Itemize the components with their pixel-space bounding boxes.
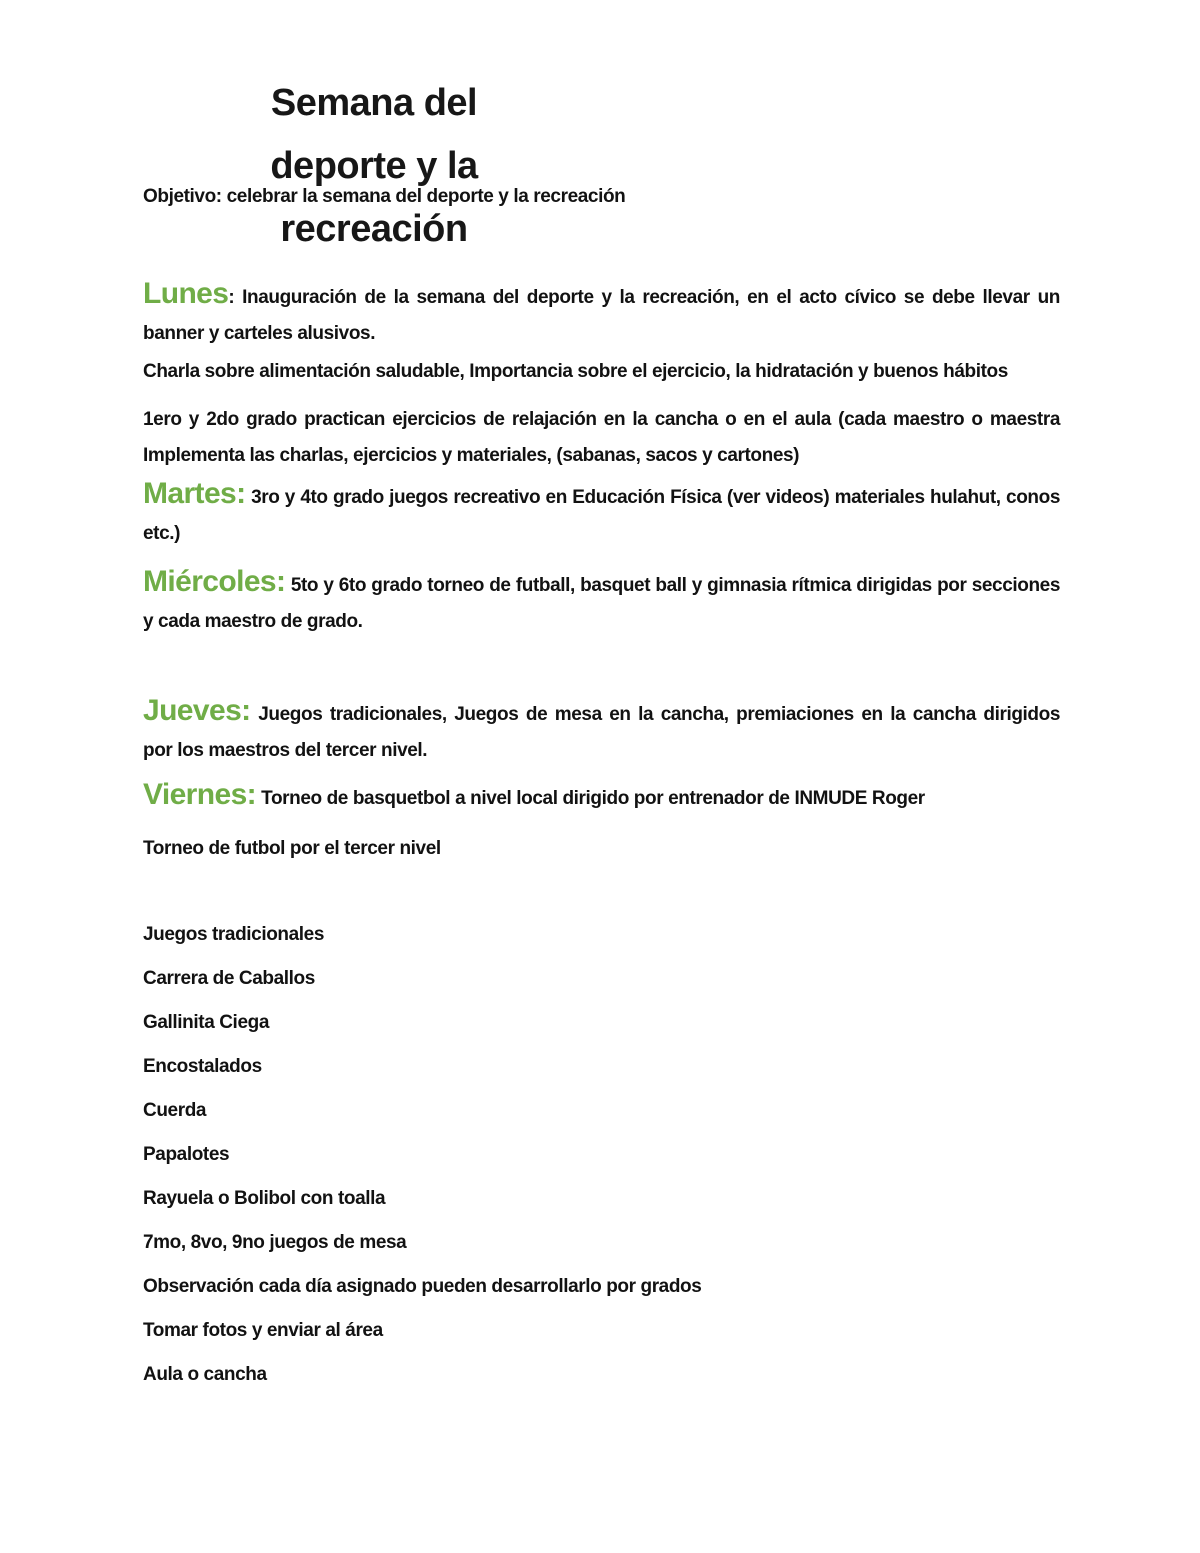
day-text-viernes: Torneo de basquetbol a nivel local dirigido por entrenador de INMUDE Roger [256,788,925,809]
day-colon-viernes: : [246,778,257,811]
day-text-miercoles: 5to y 6to grado torneo de futball, basquet ball y gimnasia rítmica dirigidas por secciones y cada maestro de grado. [143,575,1060,632]
paragraph-juegos-tradicionales: Juegos tradicionales [143,924,325,945]
paragraph-primero-segundo: 1ero y 2do grado practican ejercicios de relajación en la cancha o en el aula (cada maestro o maestra Implementa las charlas, ejercicios y materiales, (sabanas, sacos y cartones) [143,409,1060,466]
paragraph-miercoles [143,564,1060,640]
paragraph-observacion: Observación cada día asignado pueden desarrollarlo por grados [143,1276,702,1297]
day-label-viernes: Viernes [143,778,247,811]
day-text-jueves: Juegos tradicionales, Juegos de mesa en la cancha, premiaciones en la cancha dirigidos por los maestros del tercer nivel. [143,704,1060,761]
paragraph-aula-cancha: Aula o cancha [143,1364,267,1385]
paragraph-viernes [143,777,1060,817]
paragraph-charla: Charla sobre alimentación saludable, Importancia sobre el ejercicio, la hidratación y buenos hábitos [143,361,1008,382]
title-line-1: Semana del [270,82,478,124]
document-body [143,0,1060,1393]
day-text-martes: 3ro y 4to grado juegos recreativo en Educación Física (ver videos) materiales hulahut, conos etc.) [143,487,1060,544]
paragraph-objetivo: Objetivo: celebrar la semana del deporte y la recreación [143,186,626,207]
paragraph-juegos-mesa: 7mo, 8vo, 9no juegos de mesa [143,1232,407,1253]
paragraph-carrera-caballos: Carrera de Caballos [143,968,315,989]
paragraph-cuerda: Cuerda [143,1100,207,1121]
paragraph-jueves [143,693,1060,769]
paragraph-encostalados: Encostalados [143,1056,262,1077]
day-label-martes: Martes [143,477,237,510]
day-label-jueves: Jueves [143,694,242,727]
day-colon-jueves: : [241,694,251,727]
paragraph-tomar-fotos: Tomar fotos y enviar al área [143,1320,383,1341]
day-colon-lunes: : [228,287,235,308]
paragraph-lunes [143,276,1060,352]
paragraph-rayuela: Rayuela o Bolibol con toalla [143,1188,386,1209]
paragraph-martes [143,476,1060,552]
day-colon-martes: : [236,477,246,510]
day-label-lunes: Lunes [143,277,229,310]
day-label-miercoles: Miércoles [143,565,276,598]
paragraph-torneo-futbol: Torneo de futbol por el tercer nivel [143,838,441,859]
paragraph-gallinita-ciega: Gallinita Ciega [143,1012,269,1033]
paragraph-papalotes: Papalotes [143,1144,230,1165]
title-line-3: recreación [280,208,468,250]
title-line-2: deporte y la [270,145,478,187]
day-text-lunes: Inauguración de la semana del deporte y la recreación, en el acto cívico se debe llevar un banner y carteles alusivos. [143,287,1060,344]
day-colon-miercoles: : [276,565,286,598]
